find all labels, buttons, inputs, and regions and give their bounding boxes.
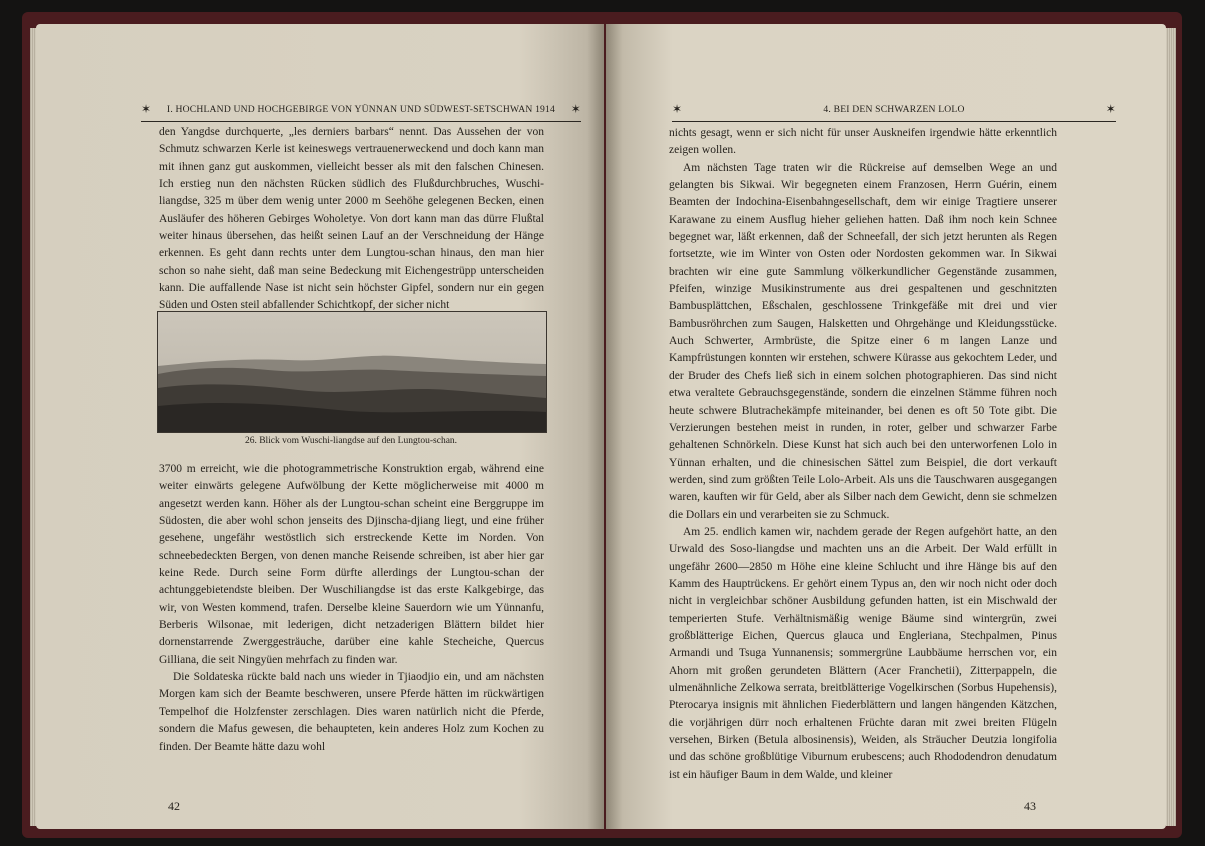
star-ornament-icon: ✶ xyxy=(1105,101,1116,116)
mountain-landscape-image xyxy=(158,312,546,432)
left-text-block-bottom xyxy=(159,461,544,756)
star-ornament-icon: ✶ xyxy=(141,101,152,116)
right-paragraph-2: Am nächsten Tage traten wir die Rückreise auf demselben Wege an und gelangten bis Sikwai. Wir begegneten einem Franzosen, Herrn Guérin, einem Beamten der Indochina-Eisenbahngesellschaft, dem wir einige Tragtiere unserer Karawane zu einem Ausflug hieher geliehen hatten. Daß ihm noch kein Schnee begegnet war, läßt erkennen, daß der Schneefall, der sich jetzt herunten als Regen fortsetzte, wie im Winter von Osten oder Nordosten gekommen war. In Sikwai brachten wir eine gute Sammlung völkerkundlicher Gegenstände zusammen, Pfeifen, winzige Musikinstrumente aus drei gespaltenen und geschnitzten Bambusplättchen, Eßschalen, geschlossene Trinkgefäße mit drei und vier Bambusröhrchen zum Saugen, Halsketten und Ohrgehänge und Kleidungsstücke. Auch Schwerter, Armbrüste, die Spitze einer 6 m langen Lanze und Kampfrüstungen konnten wir erstehen, schwere Kürasse aus gekochtem Leder, und der Bruder des Chefs ließ sich in einem solchen photographieren. Das sind nicht etwa veraltete Gebrauchsgegenstände, sondern die einzelnen Stämme führen noch heute schwere Blutrachekämpfe miteinander, bei denen es oft 50 Tote gibt. Die Verzierungen bestehen meist in runden, in roter, gelber und schwarzer Farbe gehaltenen Schnörkeln. Diese Kunst hat sich auch bei den unterworfenen Lolo in Yünnan erhalten, und die chinesischen Sättel zum Beispiel, die dort verkauft werden, sind zum größten Teile Lolo-Arbeit. Als uns die Tauschwaren ausgegangen waren, kauften wir für Geld, aber als Silber nach dem Gewicht, denn sie schmelzen die Dollars ein und verarbeiten sie zu Schmuck. xyxy=(669,161,1057,521)
landscape-photo xyxy=(157,311,547,433)
right-header-title: 4. BEI DEN SCHWARZEN LOLO xyxy=(823,103,965,115)
left-page xyxy=(36,24,604,829)
photo-caption: 26. Blick vom Wuschi-liangdse auf den Lungtou-schan. xyxy=(244,436,458,446)
left-header-title: I. HOCHLAND UND HOCHGEBIRGE VON YÜNNAN UND SÜDWEST-SETSCHWAN 1914 xyxy=(166,103,556,115)
right-running-header xyxy=(672,97,1116,122)
right-paragraph-3: Am 25. endlich kamen wir, nachdem gerade der Regen aufgehört hatte, an den Urwald des Soso-liangdse und machten uns an die Arbeit. Der Wald erfüllt in ungefähr 2600—2850 m Höhe eine kleine Schlucht und ihre Hänge bis auf den Kamm des Hauptrückens. Er gehört einem Typus an, den wir noch nicht oder doch nicht in vergleichbar schöner Ausbildung gefunden hatten, ist ein Mischwald der temperierten Stufe. Verhältnismäßig wenige Bäume sind wintergrün, zwei großblätterige Eichen, Quercus glauca und Engleriana, Stechpalmen, Pinus Armandi und Tsuga Yunnanensis; sommergrüne Laubbäume herrschen vor, ein Ahorn mit großen gerundeten Blättern (Acer Franchetii), Zitterpappeln, die ulmenähnliche Zelkowa serrata, breitblätterige Vogelkirschen (Sorbus Hupehensis), Pterocarya insignis mit ähnlichen Fiederblättern und langen hängenden Kätzchen, die vorjährigen dürr noch erhaltenen Früchte daran mit zwei breiten Flügeln versehen, Birken (Betula albosinensis), Weiden, als Sträucher Deutzia longifolia und das schöne großblütige Viburnum erubescens; auch Rhododendron denudatum ist ein häufiger Baum in dem Walde, und kleiner xyxy=(669,525,1057,781)
star-ornament-icon: ✶ xyxy=(570,101,581,116)
right-page xyxy=(606,24,1166,829)
left-paragraph-1: den Yangdse durchquerte, „les derniers barbars“ nennt. Das Aussehen der von Schmutz schwarzen Kerle ist keineswegs vertrauenerweckend und doch kann man mit ihnen ganz gut auskommen, vielleicht besser als mit den falschen Chinesen. Ich erstieg nun den nächsten Rücken südlich des Flußdurchbruches, Wuschi-liangdse, 325 m über dem wenig unter 2000 m Seehöhe gelegenen Becken, einen Ausläufer des höheren Gebirges Woholetye. Von dort kann man das dürre Flußtal weiter hinaus übersehen, das heißt seinen Lauf an der Verschneidung der Hänge erkennen. Es geht dann rechts unter dem Lungtou-schan hinaus, den man hier schon so nahe sieht, daß man seine Bedeckung mit Eichengestrüpp unterscheiden kann. Die auffallende Nase ist nicht sein höchster Gipfel, sondern nur ein gegen Süden und Osten steil abfallender Schichtkopf, der sicher nicht xyxy=(159,126,544,312)
left-text-block-top xyxy=(159,124,544,315)
right-text-block xyxy=(669,125,1057,784)
left-paragraph-3: Die Soldateska rückte bald nach uns wieder in Tjiaodjio ein, und am nächsten Morgen kam sich der Beamte beschweren, unsere Pferde hätten im rückwärtigen Tempelhof die Holzfenster zerschlagen. Dies waren natürlich nicht die Pferde, sondern die Mafus gewesen, die behaupteten, kein anderes Holz zum Kochen zu finden. Der Beamte hätte dazu wohl xyxy=(159,671,544,753)
left-paragraph-2: 3700 m erreicht, wie die photogrammetrische Konstruktion ergab, während eine weiter einwärts gelegene Aufwölbung der Kette möglicherweise mit 4000 m angesetzt werden kann. Höher als der Lungtou-schan scheint eine Berggruppe im Südosten, die aber wohl schon jenseits des Djinscha-djiang liegt, und eine früher gesehene, ungefähr westöstlich sich erstreckende Kette im Norden. Von schneebedeckten Bergen, von denen manche Reisende schreiben, ist aber hier gar keine Rede. Durch seine Form dürfte allerdings der Lungtou-schan der achtunggebietendste bleiben. Der Wuschiliangdse ist das erste Kalkgebirge, das wir, von Westen kommend, trafen. Derselbe kleine Sauerdorn wie um Yünnanfu, Berberis Wilsonae, mit lederigen, dicht netzaderigen Blättern bildet hier dornenstarrende Zwerggesträuche, darüber eine kahle Stecheiche, Quercus Gilliana, die seit Ningyüen mehrfach zu finden war. xyxy=(159,463,544,666)
page-stack-right xyxy=(1166,28,1176,826)
page-number-left: 42 xyxy=(168,799,180,813)
page-number-right: 43 xyxy=(1024,799,1036,813)
left-running-header xyxy=(141,97,581,122)
star-ornament-icon: ✶ xyxy=(672,101,683,116)
right-paragraph-1: nichts gesagt, wenn er sich nicht für unser Auskneifen irgendwie hätte erkenntlich zeigen wollen. xyxy=(669,127,1057,157)
